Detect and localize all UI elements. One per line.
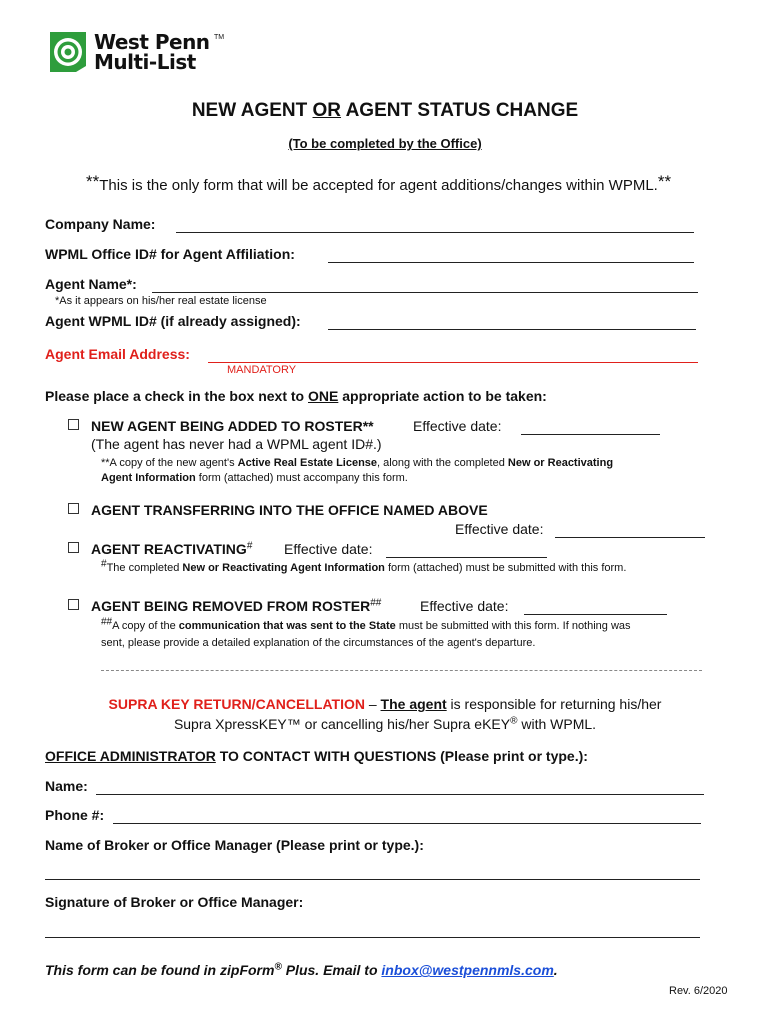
option-new-agent — [68, 418, 374, 434]
logo-line2: Multi-List — [94, 50, 196, 74]
contact-heading: OFFICE ADMINISTRATOR TO CONTACT WITH QUESTIONS (Please print or type.): — [45, 748, 588, 764]
transferring-label: AGENT TRANSFERRING INTO THE OFFICE NAMED ABOVE — [91, 502, 488, 518]
removed-explanation-line[interactable] — [101, 670, 702, 671]
footer-text: This form can be found in zipForm® Plus. Email to inbox@westpennmls.com. — [45, 961, 558, 978]
office-id-field[interactable] — [328, 246, 694, 263]
logo-line1: West Penn — [94, 30, 210, 54]
reactivating-effective-field[interactable] — [386, 541, 547, 558]
removed-note: ##A copy of the communication that was sent to the State must be submitted with this form. If nothing was sent, please provide a detailed explanation of the circumstances of the agent's departure. — [101, 616, 631, 649]
broker-name-field[interactable] — [45, 863, 700, 880]
reactivating-label: AGENT REACTIVATING — [91, 541, 247, 557]
email-link[interactable]: inbox@westpennmls.com — [381, 962, 554, 978]
new-agent-effective-label: Effective date: — [413, 418, 502, 434]
agent-email-label: Agent Email Address: — [45, 346, 190, 362]
supra-notice: SUPRA KEY RETURN/CANCELLATION – The agent is responsible for returning his/her Supra XpressKEY™ or cancelling his/her Supra eKEY® with WPML. — [108, 696, 662, 732]
reactivating-effective-label: Effective date: — [284, 541, 373, 557]
company-name-field[interactable] — [176, 216, 694, 233]
logo-trademark: TM — [214, 34, 225, 41]
removed-effective-field[interactable] — [524, 598, 667, 615]
transferring-effective-field[interactable] — [555, 521, 705, 538]
page-title: NEW AGENT OR AGENT STATUS CHANGE — [191, 100, 579, 121]
supra-label: SUPRA KEY RETURN/CANCELLATION — [108, 696, 365, 712]
mandatory-note: MANDATORY — [227, 364, 297, 376]
instructions: Please place a check in the box next to ONE appropriate action to be taken: — [45, 388, 547, 404]
title-or: OR — [312, 100, 342, 121]
transferring-checkbox[interactable] — [68, 503, 79, 514]
removed-checkbox[interactable] — [68, 599, 79, 610]
notice-stars-left: ** — [86, 172, 100, 191]
logo — [46, 28, 236, 78]
agent-wpml-id-field[interactable] — [328, 313, 696, 330]
agent-name-label: Agent Name*: — [45, 276, 137, 292]
agent-wpml-id-label: Agent WPML ID# (if already assigned): — [45, 313, 301, 329]
reactivating-note: #The completed New or Reactivating Agent Information form (attached) must be submitted with this form. — [101, 558, 627, 574]
removed-label: AGENT BEING REMOVED FROM ROSTER — [91, 598, 371, 614]
option-removed: AGENT BEING REMOVED FROM ROSTER## — [68, 598, 381, 614]
new-agent-checkbox[interactable] — [68, 419, 79, 430]
new-agent-subnote: **A copy of the new agent's Active Real Estate License, along with the completed New or Reactivating Agent Information form (attached) must accompany this form. — [101, 457, 614, 484]
notice — [86, 172, 671, 194]
reactivating-checkbox[interactable] — [68, 542, 79, 553]
contact-phone-field[interactable] — [113, 807, 701, 824]
pennsylvania-target-icon — [46, 28, 90, 74]
new-agent-note: (The agent has never had a WPML agent ID#.) — [91, 436, 382, 452]
broker-signature-field[interactable] — [45, 921, 700, 938]
transferring-effective-label: Effective date: — [455, 521, 544, 537]
notice-stars-right: ** — [657, 172, 672, 191]
page-subtitle: (To be completed by the Office) — [288, 136, 482, 151]
broker-signature-label: Signature of Broker or Office Manager: — [45, 894, 304, 910]
option-reactivating: AGENT REACTIVATING# — [68, 541, 252, 557]
new-agent-effective-field[interactable] — [521, 418, 660, 435]
company-name-label: Company Name: — [45, 216, 156, 232]
agent-name-field[interactable] — [152, 276, 698, 293]
option-transferring — [68, 502, 488, 518]
revision-date: Rev. 6/2020 — [669, 985, 728, 997]
new-agent-label: NEW AGENT BEING ADDED TO ROSTER** — [91, 418, 374, 434]
contact-name-field[interactable] — [96, 778, 704, 795]
contact-name-label: Name: — [45, 778, 88, 794]
office-id-label: WPML Office ID# for Agent Affiliation: — [45, 246, 295, 262]
agent-name-note: *As it appears on his/her real estate license — [55, 295, 267, 307]
notice-text: This is the only form that will be accepted for agent additions/changes within WPML. — [99, 177, 658, 194]
agent-email-field[interactable] — [208, 346, 698, 363]
contact-phone-label: Phone #: — [45, 807, 105, 823]
removed-effective-label: Effective date: — [420, 598, 509, 614]
broker-name-label: Name of Broker or Office Manager (Please print or type.): — [45, 837, 424, 853]
